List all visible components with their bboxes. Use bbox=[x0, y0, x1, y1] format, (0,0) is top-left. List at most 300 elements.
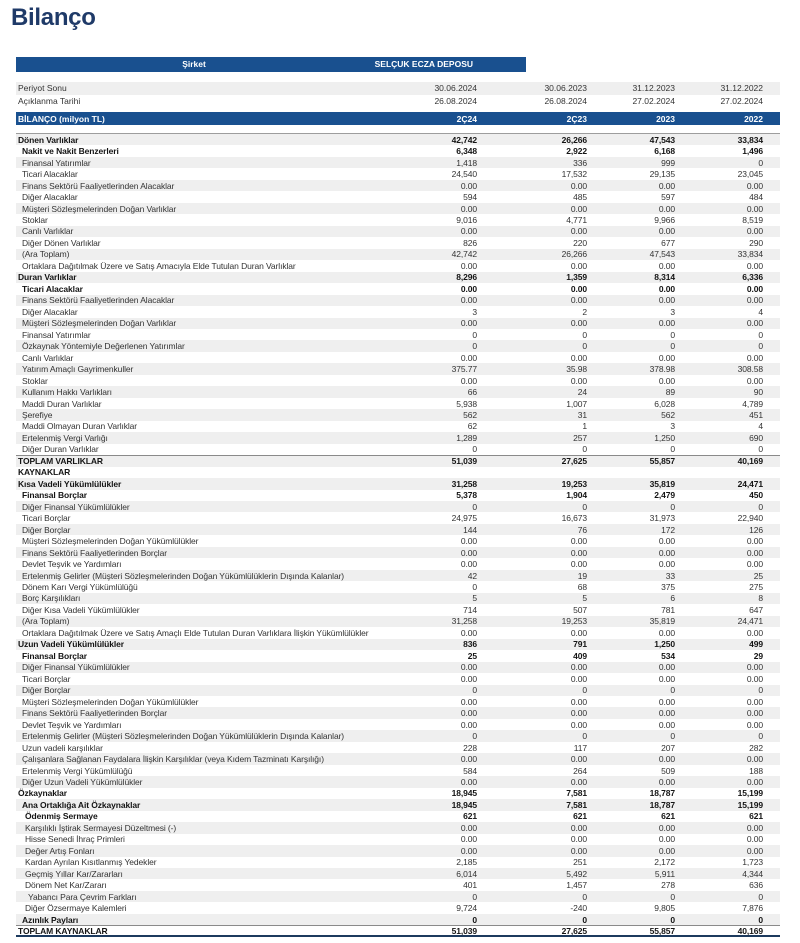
cell-value: 9,805 bbox=[654, 903, 675, 914]
cell-value: 0.00 bbox=[570, 719, 587, 730]
meta-value: 31.12.2023 bbox=[632, 83, 675, 94]
cell-value: 31,258 bbox=[451, 478, 477, 489]
meta-value: 30.06.2024 bbox=[434, 83, 477, 94]
table-row bbox=[16, 730, 780, 741]
meta-value: 27.02.2024 bbox=[720, 95, 763, 106]
cell-value: 0.00 bbox=[460, 203, 477, 214]
table-row bbox=[16, 226, 780, 237]
cell-value: 4,771 bbox=[566, 215, 587, 226]
cell-value: 826 bbox=[463, 237, 477, 248]
cell-value: 484 bbox=[749, 192, 763, 203]
row-label: Yatırım Amaçlı Gayrimenkuller bbox=[22, 364, 134, 375]
cell-value: 15,199 bbox=[737, 788, 763, 799]
row-label: Ertelenmiş Vergi Yükümlülüğü bbox=[22, 765, 133, 776]
row-label: Devlet Teşvik ve Yardımları bbox=[22, 559, 122, 570]
cell-value: 0.00 bbox=[658, 283, 675, 294]
column-header-2c24: 2Ç24 bbox=[456, 113, 477, 124]
cell-value: 31,973 bbox=[649, 513, 675, 524]
cell-value: 0 bbox=[758, 501, 763, 512]
cell-value: 0.00 bbox=[570, 295, 587, 306]
cell-value: 621 bbox=[661, 811, 675, 822]
row-label: Diğer Özsermaye Kalemleri bbox=[25, 903, 127, 914]
row-label: Finans Sektörü Faaliyetlerinden Borçlar bbox=[22, 708, 167, 719]
row-label: Nakit ve Nakit Benzerleri bbox=[22, 146, 119, 157]
cell-value: 677 bbox=[661, 237, 675, 248]
cell-value: 2,172 bbox=[654, 857, 675, 868]
cell-value: 0.00 bbox=[746, 260, 763, 271]
row-label: Müşteri Sözleşmelerinden Doğan Yükümlülükler bbox=[22, 536, 199, 547]
cell-value: 25 bbox=[753, 570, 763, 581]
cell-value: 6,168 bbox=[654, 146, 675, 157]
cell-value: 24,975 bbox=[451, 513, 477, 524]
cell-value: 0.00 bbox=[570, 673, 587, 684]
cell-value: 24 bbox=[577, 387, 587, 398]
table-row bbox=[16, 799, 780, 810]
cell-value: 19 bbox=[577, 570, 587, 581]
row-label: Diğer Dönen Varlıklar bbox=[22, 237, 101, 248]
table-row bbox=[16, 593, 780, 604]
table-row bbox=[16, 272, 780, 283]
row-label: Ticari Alacaklar bbox=[22, 283, 83, 294]
cell-value: 0.00 bbox=[658, 834, 675, 845]
cell-value: 144 bbox=[463, 524, 477, 535]
row-label: Finansal Borçlar bbox=[22, 650, 88, 661]
cell-value: 33,834 bbox=[737, 134, 763, 145]
row-label: Yabancı Para Çevrim Farkları bbox=[28, 891, 137, 902]
cell-value: 0.00 bbox=[460, 180, 477, 191]
table-row bbox=[16, 409, 780, 420]
table-row bbox=[16, 237, 780, 248]
cell-value: 1,250 bbox=[654, 639, 675, 650]
meta-value: 26.08.2024 bbox=[544, 95, 587, 106]
cell-value: 5 bbox=[472, 593, 477, 604]
cell-value: 29 bbox=[753, 650, 763, 661]
cell-value: 0.00 bbox=[570, 662, 587, 673]
row-label: Dönen Varlıklar bbox=[18, 134, 79, 145]
table-row bbox=[16, 467, 780, 478]
cell-value: 9,966 bbox=[654, 215, 675, 226]
cell-value: 0.00 bbox=[746, 719, 763, 730]
row-label: Diğer Alacaklar bbox=[22, 192, 78, 203]
cell-value: 0 bbox=[472, 501, 477, 512]
row-label: Ticari Borçlar bbox=[22, 513, 71, 524]
row-label: Canlı Varlıklar bbox=[22, 352, 74, 363]
cell-value: 0.00 bbox=[570, 822, 587, 833]
cell-value: 188 bbox=[749, 765, 763, 776]
row-label: Şerefiye bbox=[22, 409, 53, 420]
cell-value: 636 bbox=[749, 880, 763, 891]
cell-value: 18,787 bbox=[649, 799, 675, 810]
cell-value: 35,819 bbox=[649, 616, 675, 627]
cell-value: 714 bbox=[463, 604, 477, 615]
row-label: Kardan Ayrılan Kısıtlanmış Yedekler bbox=[25, 857, 157, 868]
table-row bbox=[16, 558, 780, 569]
cell-value: 0 bbox=[758, 914, 763, 925]
cell-value: 2,185 bbox=[456, 857, 477, 868]
cell-value: 0 bbox=[758, 329, 763, 340]
cell-value: 0.00 bbox=[746, 375, 763, 386]
cell-value: 18,945 bbox=[451, 788, 477, 799]
row-label: TOPLAM VARLIKLAR bbox=[18, 456, 103, 467]
cell-value: 0 bbox=[670, 501, 675, 512]
table-row bbox=[16, 639, 780, 650]
cell-value: 0 bbox=[670, 341, 675, 352]
cell-value: 999 bbox=[661, 157, 675, 168]
row-label: Ertelenmiş Gelirler (Müşteri Sözleşmelerinden Doğan Yükümlülüklerin Dışında Kalanlar) bbox=[22, 570, 345, 581]
row-label: Ticari Borçlar bbox=[22, 673, 71, 684]
meta-label: Açıklanma Tarihi bbox=[18, 95, 81, 106]
cell-value: 584 bbox=[463, 765, 477, 776]
cell-value: 33 bbox=[665, 570, 675, 581]
table-row bbox=[16, 203, 780, 214]
cell-value: 0.00 bbox=[570, 834, 587, 845]
cell-value: 0 bbox=[758, 157, 763, 168]
cell-value: 35.98 bbox=[566, 364, 587, 375]
cell-value: 51,039 bbox=[451, 456, 477, 467]
cell-value: 55,857 bbox=[649, 925, 675, 936]
cell-value: 117 bbox=[573, 742, 587, 753]
table-row bbox=[16, 707, 780, 718]
cell-value: 0 bbox=[582, 444, 587, 455]
cell-value: 90 bbox=[753, 387, 763, 398]
table-row bbox=[16, 776, 780, 787]
cell-value: 647 bbox=[749, 604, 763, 615]
cell-value: 0 bbox=[472, 444, 477, 455]
cell-value: 18,787 bbox=[649, 788, 675, 799]
cell-value: 2,922 bbox=[566, 146, 587, 157]
cell-value: 24,471 bbox=[737, 616, 763, 627]
cell-value: 251 bbox=[573, 857, 587, 868]
cell-value: 42,742 bbox=[451, 134, 477, 145]
cell-value: 0.00 bbox=[460, 318, 477, 329]
cell-value: 1,723 bbox=[742, 857, 763, 868]
row-label: Stoklar bbox=[22, 215, 48, 226]
cell-value: 0 bbox=[670, 914, 675, 925]
cell-value: 375 bbox=[661, 582, 675, 593]
cell-value: -240 bbox=[570, 903, 587, 914]
table-row bbox=[16, 432, 780, 443]
cell-value: 19,253 bbox=[561, 478, 587, 489]
row-label: Ertelenmiş Gelirler (Müşteri Sözleşmelerinden Doğan Yükümlülüklerin Dışında Kalanlar) bbox=[22, 731, 345, 742]
row-label: Maddi Duran Varlıklar bbox=[22, 398, 102, 409]
table-row bbox=[16, 421, 780, 432]
cell-value: 0.00 bbox=[460, 547, 477, 558]
cell-value: 2,479 bbox=[654, 490, 675, 501]
row-label: Duran Varlıklar bbox=[18, 272, 77, 283]
row-label: Diğer Borçlar bbox=[22, 524, 71, 535]
cell-value: 55,857 bbox=[649, 456, 675, 467]
cell-value: 0.00 bbox=[658, 180, 675, 191]
table-row bbox=[16, 673, 780, 684]
meta-section bbox=[16, 82, 780, 107]
cell-value: 0 bbox=[670, 891, 675, 902]
cell-value: 0 bbox=[758, 341, 763, 352]
row-label: Diğer Uzun Vadeli Yükümlülükler bbox=[22, 776, 143, 787]
cell-value: 0.00 bbox=[460, 375, 477, 386]
cell-value: 0.00 bbox=[460, 696, 477, 707]
cell-value: 308.58 bbox=[737, 364, 763, 375]
table-row bbox=[16, 925, 780, 936]
cell-value: 0.00 bbox=[658, 318, 675, 329]
cell-value: 0.00 bbox=[570, 283, 587, 294]
cell-value: 0.00 bbox=[570, 536, 587, 547]
cell-value: 0 bbox=[472, 685, 477, 696]
cell-value: 0 bbox=[670, 685, 675, 696]
cell-value: 0 bbox=[758, 444, 763, 455]
cell-value: 0.00 bbox=[570, 845, 587, 856]
meta-row-period-end bbox=[16, 82, 780, 95]
cell-value: 8 bbox=[758, 593, 763, 604]
table-row bbox=[16, 134, 780, 145]
cell-value: 19,253 bbox=[561, 616, 587, 627]
cell-value: 375.77 bbox=[451, 364, 477, 375]
table-row bbox=[16, 696, 780, 707]
cell-value: 594 bbox=[463, 192, 477, 203]
cell-value: 0 bbox=[582, 891, 587, 902]
cell-value: 0.00 bbox=[570, 776, 587, 787]
cell-value: 4,344 bbox=[742, 868, 763, 879]
cell-value: 1 bbox=[582, 421, 587, 432]
cell-value: 0.00 bbox=[570, 547, 587, 558]
row-label: (Ara Toplam) bbox=[22, 616, 70, 627]
cell-value: 0 bbox=[670, 329, 675, 340]
row-label: Ortaklara Dağıtılmak Üzere ve Satış Amacıyla Elde Tutulan Duran Varlıklar bbox=[22, 260, 296, 271]
row-label: Diğer Kısa Vadeli Yükümlülükler bbox=[22, 604, 140, 615]
meta-row-announcement-date bbox=[16, 95, 780, 108]
meta-label: Periyot Sonu bbox=[18, 83, 67, 94]
row-label: Çalışanlara Sağlanan Faydalara İlişkin Karşılıklar (veya Kıdem Tazminatı Karşılığı) bbox=[22, 754, 324, 765]
cell-value: 5,911 bbox=[654, 868, 675, 879]
cell-value: 35,819 bbox=[649, 478, 675, 489]
cell-value: 3 bbox=[670, 421, 675, 432]
cell-value: 27,625 bbox=[561, 456, 587, 467]
cell-value: 16,673 bbox=[561, 513, 587, 524]
cell-value: 1,457 bbox=[566, 880, 587, 891]
cell-value: 0 bbox=[472, 914, 477, 925]
table-row bbox=[16, 535, 780, 546]
cell-value: 0.00 bbox=[658, 719, 675, 730]
row-label: (Ara Toplam) bbox=[22, 249, 70, 260]
row-label: Değer Artış Fonları bbox=[25, 845, 95, 856]
row-label: Finans Sektörü Faaliyetlerinden Alacaklar bbox=[22, 180, 175, 191]
cell-value: 0.00 bbox=[570, 180, 587, 191]
cell-value: 9,016 bbox=[456, 215, 477, 226]
cell-value: 0.00 bbox=[460, 295, 477, 306]
cell-value: 275 bbox=[749, 582, 763, 593]
cell-value: 31 bbox=[577, 409, 587, 420]
page-title: Bilanço bbox=[11, 4, 96, 31]
row-label: Diğer Finansal Yükümlülükler bbox=[22, 501, 130, 512]
cell-value: 8,519 bbox=[742, 215, 763, 226]
company-name: SELÇUK ECZA DEPOSU bbox=[374, 59, 473, 69]
cell-value: 24,540 bbox=[451, 169, 477, 180]
cell-value: 1,359 bbox=[566, 272, 587, 283]
cell-value: 0.00 bbox=[746, 536, 763, 547]
cell-value: 1,250 bbox=[654, 432, 675, 443]
table-row bbox=[16, 879, 780, 890]
row-label: Diğer Borçlar bbox=[22, 685, 71, 696]
table-row bbox=[16, 363, 780, 374]
table-title: BİLANÇO (milyon TL) bbox=[18, 113, 105, 124]
cell-value: 0 bbox=[758, 731, 763, 742]
table-row bbox=[16, 295, 780, 306]
cell-value: 0 bbox=[582, 685, 587, 696]
cell-value: 3 bbox=[670, 306, 675, 317]
cell-value: 17,532 bbox=[561, 169, 587, 180]
cell-value: 47,543 bbox=[649, 249, 675, 260]
cell-value: 0.00 bbox=[658, 845, 675, 856]
cell-value: 0.00 bbox=[746, 559, 763, 570]
row-label: Müşteri Sözleşmelerinden Doğan Varlıklar bbox=[22, 203, 177, 214]
cell-value: 290 bbox=[749, 237, 763, 248]
cell-value: 0.00 bbox=[746, 180, 763, 191]
table-row bbox=[16, 845, 780, 856]
cell-value: 47,543 bbox=[649, 134, 675, 145]
cell-value: 278 bbox=[661, 880, 675, 891]
cell-value: 0.00 bbox=[460, 226, 477, 237]
cell-value: 597 bbox=[661, 192, 675, 203]
cell-value: 0.00 bbox=[658, 559, 675, 570]
cell-value: 15,199 bbox=[737, 799, 763, 810]
row-label: Azınlık Payları bbox=[22, 914, 79, 925]
cell-value: 534 bbox=[661, 650, 675, 661]
row-label: Maddi Olmayan Duran Varlıklar bbox=[22, 421, 138, 432]
cell-value: 0 bbox=[582, 329, 587, 340]
company-label: Şirket bbox=[182, 59, 206, 69]
cell-value: 4 bbox=[758, 421, 763, 432]
cell-value: 0.00 bbox=[658, 203, 675, 214]
column-header-2023: 2023 bbox=[656, 113, 675, 124]
cell-value: 1,496 bbox=[742, 146, 763, 157]
cell-value: 0.00 bbox=[570, 260, 587, 271]
row-label: Kullanım Hakkı Varlıkları bbox=[22, 387, 112, 398]
meta-value: 31.12.2022 bbox=[720, 83, 763, 94]
cell-value: 0.00 bbox=[570, 559, 587, 570]
cell-value: 0 bbox=[472, 731, 477, 742]
cell-value: 31,258 bbox=[451, 616, 477, 627]
table-row bbox=[16, 616, 780, 627]
table-row bbox=[16, 375, 780, 386]
cell-value: 836 bbox=[463, 639, 477, 650]
row-label: KAYNAKLAR bbox=[18, 467, 71, 478]
cell-value: 7,581 bbox=[566, 788, 587, 799]
table-row bbox=[16, 249, 780, 260]
cell-value: 5,378 bbox=[456, 490, 477, 501]
table-row bbox=[16, 822, 780, 833]
cell-value: 507 bbox=[573, 604, 587, 615]
cell-value: 0.00 bbox=[460, 673, 477, 684]
table-row bbox=[16, 834, 780, 845]
table-row bbox=[16, 318, 780, 329]
table-row bbox=[16, 753, 780, 764]
table-row bbox=[16, 650, 780, 661]
cell-value: 0.00 bbox=[460, 708, 477, 719]
table-row bbox=[16, 214, 780, 225]
company-header-bar bbox=[16, 57, 526, 72]
table-row bbox=[16, 386, 780, 397]
cell-value: 1,289 bbox=[456, 432, 477, 443]
row-label: Dönem Net Kar/Zararı bbox=[25, 880, 107, 891]
cell-value: 0 bbox=[582, 501, 587, 512]
cell-value: 51,039 bbox=[451, 925, 477, 936]
row-label: Özkaynaklar bbox=[18, 788, 67, 799]
table-row bbox=[16, 168, 780, 179]
cell-value: 3 bbox=[472, 306, 477, 317]
cell-value: 66 bbox=[467, 387, 477, 398]
cell-value: 0.00 bbox=[746, 627, 763, 638]
table-row bbox=[16, 524, 780, 535]
table-row bbox=[16, 191, 780, 202]
row-label: Ertelenmiş Vergi Varlığı bbox=[22, 432, 108, 443]
table-row bbox=[16, 604, 780, 615]
table-row bbox=[16, 662, 780, 673]
cell-value: 0.00 bbox=[746, 834, 763, 845]
row-label: Geçmiş Yıllar Kar/Zararları bbox=[25, 868, 123, 879]
cell-value: 0.00 bbox=[570, 627, 587, 638]
cell-value: 26,266 bbox=[561, 134, 587, 145]
row-label: TOPLAM KAYNAKLAR bbox=[18, 925, 108, 936]
balance-table bbox=[16, 133, 780, 937]
cell-value: 0.00 bbox=[570, 696, 587, 707]
meta-value: 26.08.2024 bbox=[434, 95, 477, 106]
cell-value: 0 bbox=[670, 444, 675, 455]
row-label: Müşteri Sözleşmelerinden Doğan Varlıklar bbox=[22, 318, 177, 329]
cell-value: 0.00 bbox=[746, 226, 763, 237]
table-row bbox=[16, 685, 780, 696]
cell-value: 89 bbox=[665, 387, 675, 398]
cell-value: 0.00 bbox=[746, 673, 763, 684]
table-row bbox=[16, 329, 780, 340]
column-header-2c23: 2Ç23 bbox=[566, 113, 587, 124]
table-row bbox=[16, 581, 780, 592]
cell-value: 0.00 bbox=[570, 708, 587, 719]
cell-value: 126 bbox=[749, 524, 763, 535]
cell-value: 172 bbox=[661, 524, 675, 535]
cell-value: 0 bbox=[582, 731, 587, 742]
cell-value: 0.00 bbox=[658, 822, 675, 833]
cell-value: 690 bbox=[749, 432, 763, 443]
cell-value: 0.00 bbox=[460, 559, 477, 570]
row-label: Karşılıklı İştirak Sermayesi Düzeltmesi (-) bbox=[25, 822, 177, 833]
cell-value: 62 bbox=[467, 421, 477, 432]
row-label: Ödenmiş Sermaye bbox=[25, 811, 98, 822]
cell-value: 0 bbox=[758, 891, 763, 902]
cell-value: 0 bbox=[472, 891, 477, 902]
row-label: Ana Ortaklığa Ait Özkaynaklar bbox=[22, 799, 141, 810]
table-row bbox=[16, 857, 780, 868]
table-row bbox=[16, 788, 780, 799]
cell-value: 509 bbox=[661, 765, 675, 776]
row-label: Dönem Karı Vergi Yükümlülüğü bbox=[22, 582, 138, 593]
cell-value: 0.00 bbox=[570, 318, 587, 329]
cell-value: 0.00 bbox=[658, 536, 675, 547]
row-label: Uzun vadeli karşılıklar bbox=[22, 742, 103, 753]
cell-value: 22,940 bbox=[737, 513, 763, 524]
row-label: Canlı Varlıklar bbox=[22, 226, 74, 237]
cell-value: 0.00 bbox=[658, 260, 675, 271]
table-row bbox=[16, 742, 780, 753]
meta-value: 30.06.2023 bbox=[544, 83, 587, 94]
cell-value: 24,471 bbox=[737, 478, 763, 489]
cell-value: 1,418 bbox=[456, 157, 477, 168]
cell-value: 7,876 bbox=[742, 903, 763, 914]
cell-value: 0.00 bbox=[658, 662, 675, 673]
cell-value: 18,945 bbox=[451, 799, 477, 810]
cell-value: 621 bbox=[749, 811, 763, 822]
row-label: Stoklar bbox=[22, 375, 48, 386]
cell-value: 0.00 bbox=[746, 352, 763, 363]
table-row bbox=[16, 444, 780, 455]
